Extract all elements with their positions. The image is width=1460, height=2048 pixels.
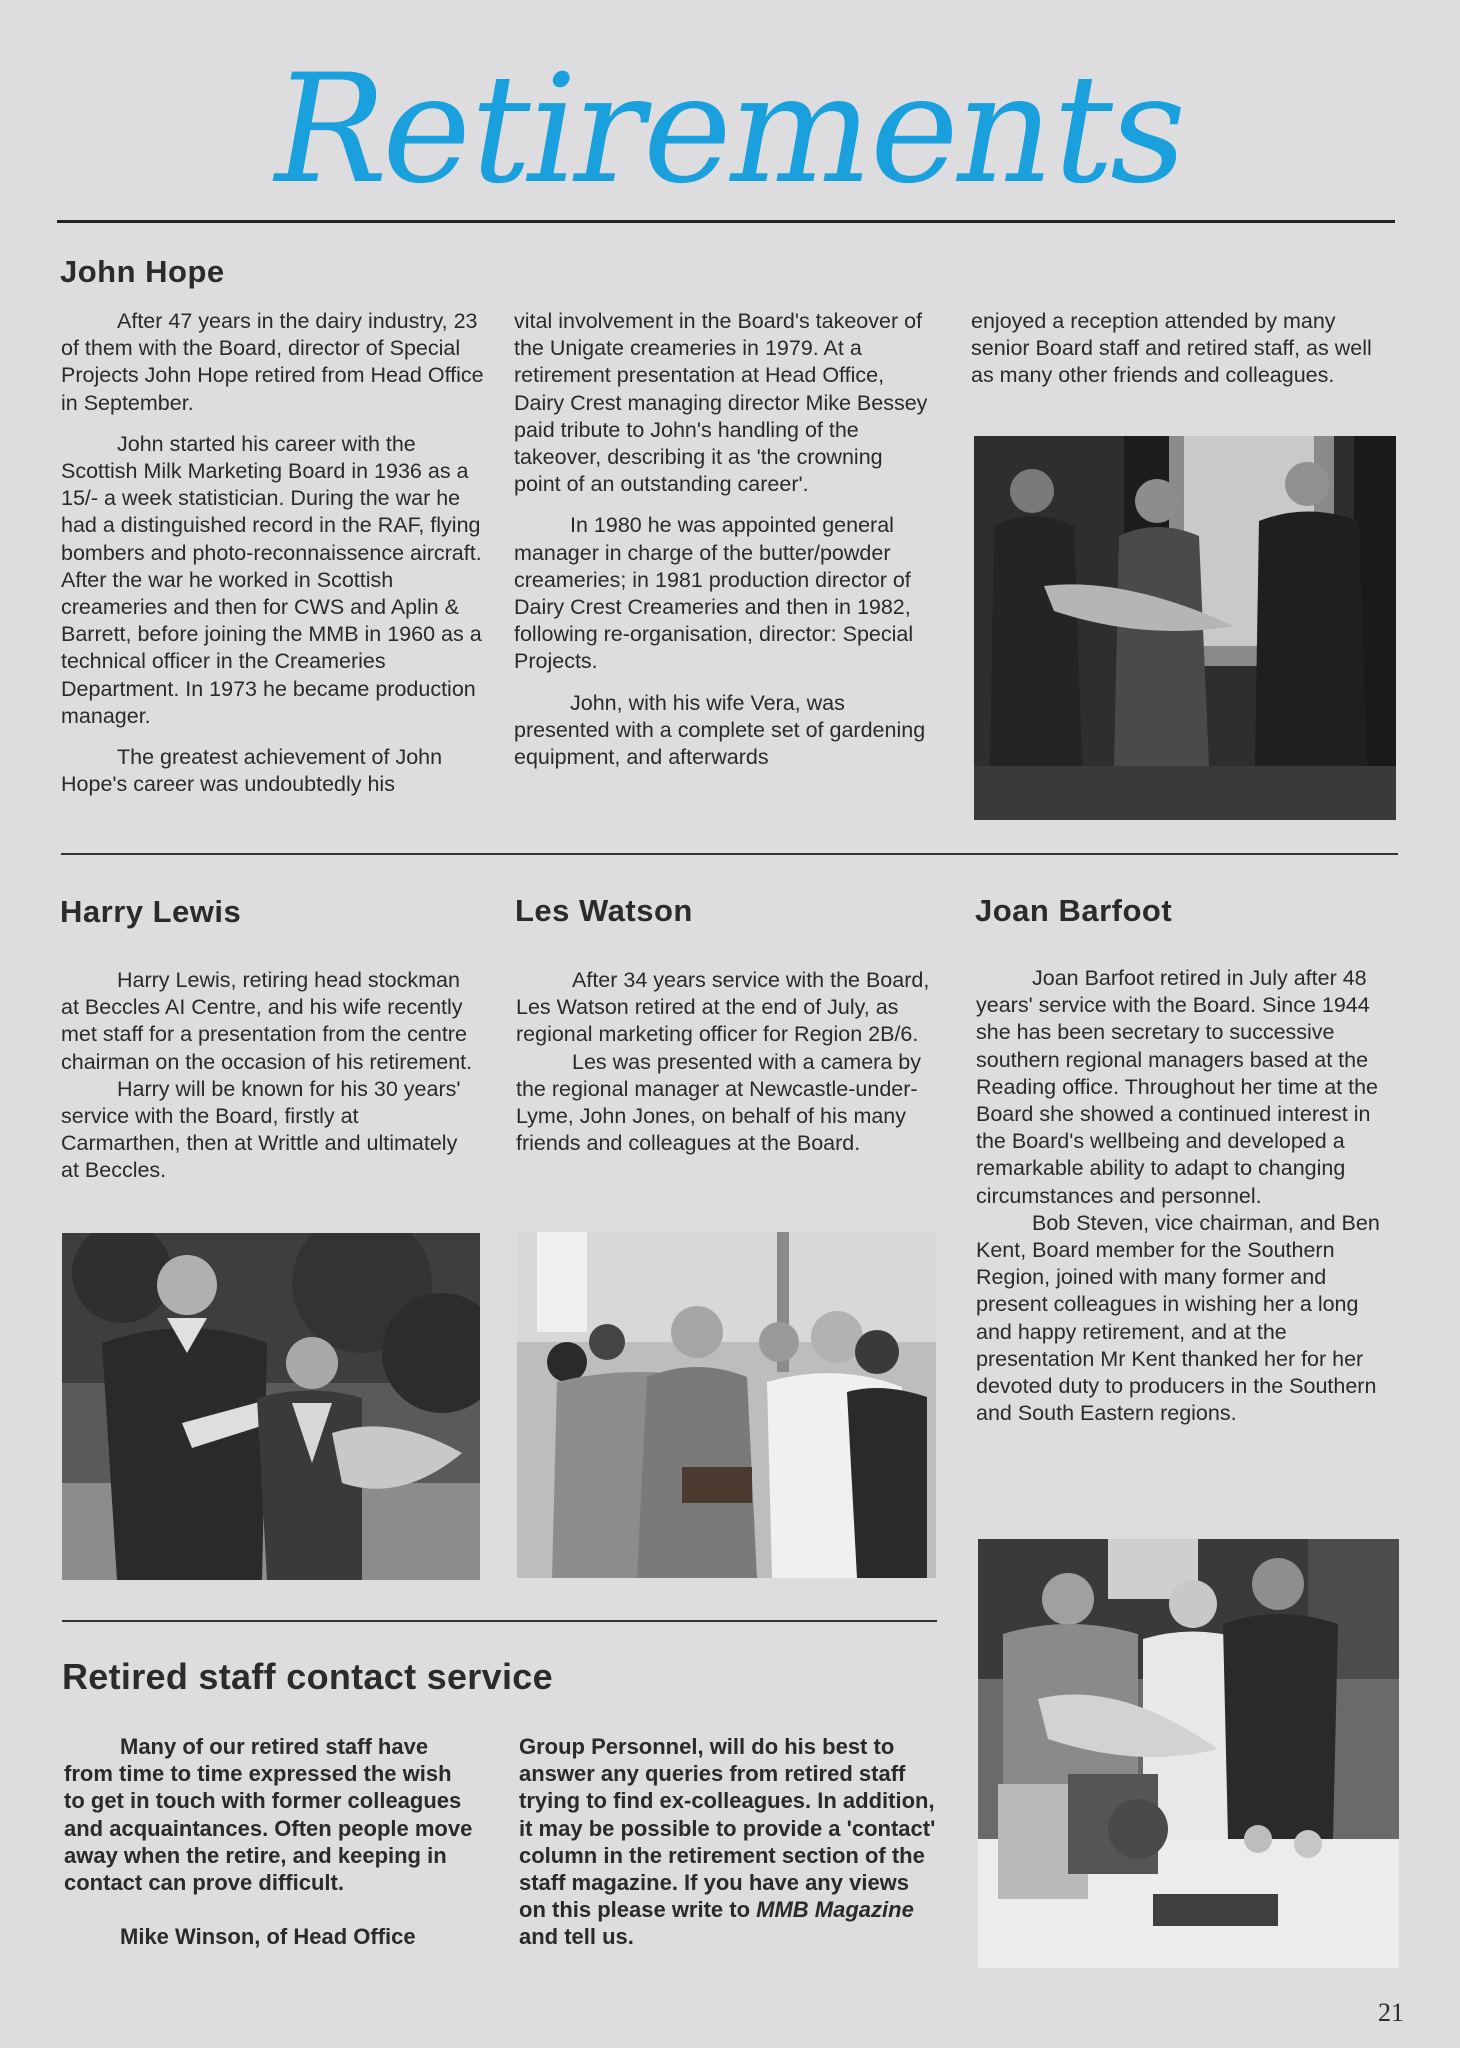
joan-barfoot-heading: Joan Barfoot <box>975 893 1173 928</box>
title-rule <box>57 220 1395 223</box>
paragraph: Mike Winson, of Head Office <box>120 1924 416 1950</box>
paragraph: John started his career with the Scottish Milk Marketing Board in 1936 as a 15/- a week statistician. During the war he had a distinguished record in the RAF, flying bombers and photo-reconnaissence aircraft. After the war he worked in Scottish creameries and then for CWS and Aplin & Barrett, before joining the MMB in 1960 as a technical officer in the Creameries Department. In 1973 he became production manager. <box>61 431 482 728</box>
contact-service-heading: Retired staff contact service <box>62 1656 553 1697</box>
paragraph: Harry will be known for his 30 years' service with the Board, firstly at Carmarthen, then at Writtle and ultimately at Beccles. <box>61 1076 461 1183</box>
paragraph: Harry Lewis, retiring head stockman at Beccles AI Centre, and his wife recently met staff for a presentation from the centre chairman on the occasion of his retirement. <box>61 968 473 1074</box>
paragraph: vital involvement in the Board's takeover of the Unigate creameries in 1979. At a retirement presentation at Head Office, Dairy Crest managing director Mike Bessey paid tribute to John's handling of the takeover, describing it as 'the crowning point of an outstanding career'. <box>514 309 928 497</box>
paragraph: Many of our retired staff have from time to time expressed the wish to get in touch with former colleagues and acquaintances. Often people move away when the retire, and keeping in contact can prove difficult. <box>64 1734 473 1896</box>
paragraph: Les was presented with a camera by the regional manager at Newcastle-under-Lyme, John Jones, on behalf of his many friends and colleagues at the Board. <box>516 1049 921 1156</box>
paragraph <box>519 1733 937 1951</box>
john-hope-column-2 <box>514 308 932 785</box>
paragraph: enjoyed a reception attended by many senior Board staff and retired staff, as well as many other friends and colleagues. <box>971 309 1372 388</box>
harry-lewis-photo <box>62 1233 480 1580</box>
john-hope-heading: John Hope <box>60 254 225 289</box>
section-divider <box>61 853 1398 855</box>
john-hope-photo <box>974 436 1396 820</box>
joan-barfoot-text <box>976 965 1400 1427</box>
les-watson-text <box>516 967 936 1157</box>
contact-section-divider <box>62 1620 937 1622</box>
les-watson-photo <box>517 1232 936 1578</box>
contact-service-column-1 <box>64 1733 474 1964</box>
john-hope-column-3 <box>971 308 1395 404</box>
paragraph-text: Group Personnel, will do his best to answer any queries from retired staff trying to find ex-colleagues. In addition, it may be possible to provide a 'contact' column in the retirement section of the staff magazine. If you have any views on this please write to <box>519 1734 936 1923</box>
paragraph: The greatest achievement of John Hope's career was undoubtedly his <box>61 745 443 797</box>
paragraph: After 47 years in the dairy industry, 23 of them with the Board, director of Special Projects John Hope retired from Head Office in September. <box>61 309 484 415</box>
paragraph-end: and tell us. <box>519 1924 634 1950</box>
joan-barfoot-photo <box>978 1539 1399 1968</box>
magazine-title: MMB Magazine <box>756 1897 914 1923</box>
contact-service-column-2 <box>519 1733 937 1965</box>
paragraph: After 34 years service with the Board, Les Watson retired at the end of July, as regional marketing officer for Region 2B/6. <box>516 968 930 1047</box>
john-hope-column-1 <box>61 308 486 812</box>
les-watson-heading: Les Watson <box>515 893 693 928</box>
paragraph: Bob Steven, vice chairman, and Ben Kent, Board member for the Southern Region, joined with many former and present colleagues in wishing her a long and happy retirement, and at the presentation Mr Kent thanked her for her devoted duty to producers in the Southern and South Eastern regions. <box>976 1210 1380 1426</box>
paragraph: Joan Barfoot retired in July after 48 years' service with the Board. Since 1944 she has been secretary to successive southern regional managers based at the Reading office. Throughout her time at the Board she showed a continued interest in the Board's wellbeing and developed a remarkable ability to adapt to changing circumstances and personnel. <box>976 966 1378 1208</box>
page-title: Retirements <box>258 43 1202 217</box>
paragraph: In 1980 he was appointed general manager in charge of the butter/powder creameries; in 1981 production director of Dairy Crest Creameries and then in 1982, following re-organisation, director: Special Projects. <box>514 513 914 674</box>
harry-lewis-heading: Harry Lewis <box>60 894 242 929</box>
paragraph: John, with his wife Vera, was presented with a complete set of gardening equipment, and afterwards <box>514 690 926 770</box>
page-number: 21 <box>1378 1998 1404 2027</box>
harry-lewis-text <box>61 967 481 1185</box>
